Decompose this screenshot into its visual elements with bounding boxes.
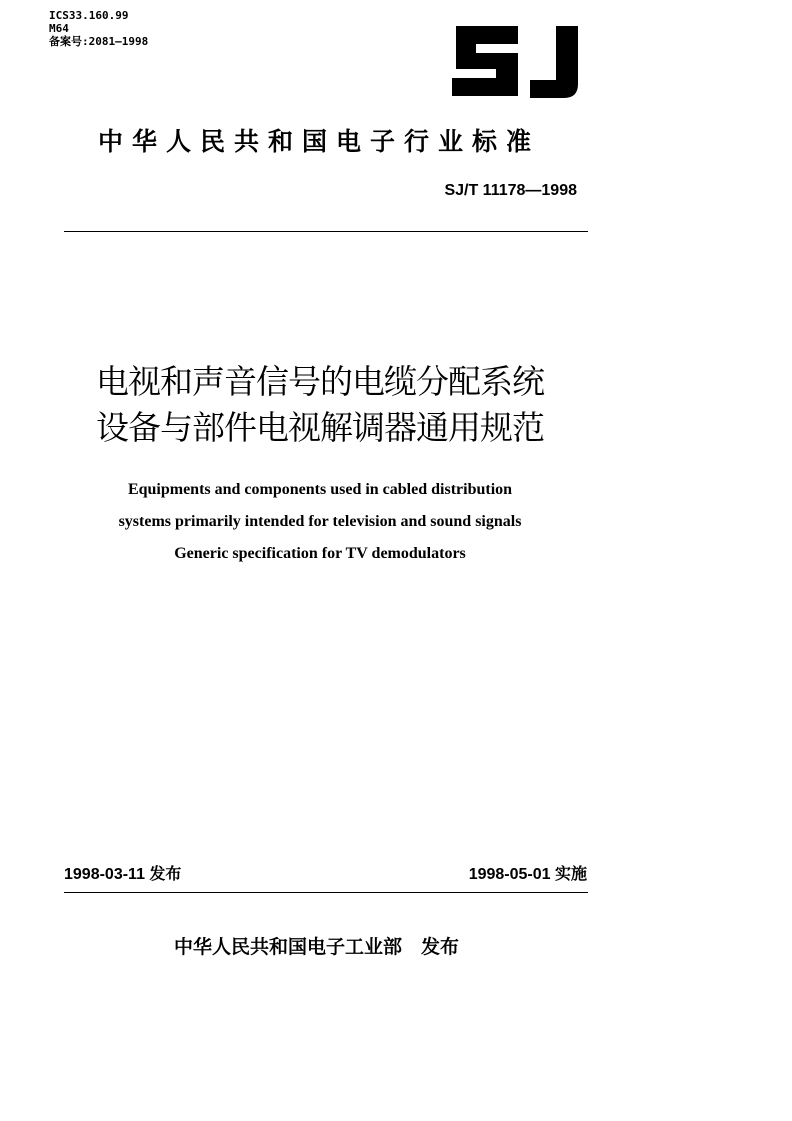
title-zh-line-1: 电视和声音信号的电缆分配系统: [96, 362, 544, 401]
publisher: 中华人民共和国电子工业部 发布: [174, 936, 460, 958]
implementation-date: 1998-05-01 实施: [468, 866, 587, 883]
title-en-line-2: systems primarily intended for television and sound signals: [118, 513, 522, 530]
standard-number: SJ/T 11178—1998: [444, 182, 577, 199]
bottom-divider: [64, 892, 588, 893]
title-zh-line-2: 设备与部件电视解调器通用规范: [96, 408, 544, 447]
industry-standard-title: 中华人民共和国电子行业标准: [98, 127, 541, 156]
top-divider: [64, 231, 588, 232]
title-en-line-3: Generic specification for TV demodulators: [174, 545, 466, 562]
sj-logo: [448, 22, 582, 100]
ics-code: ICS33.160.99: [49, 9, 129, 22]
registration-number: 备案号:2081—1998: [49, 35, 149, 48]
issue-date: 1998-03-11 发布: [64, 866, 182, 883]
category-code: M64: [49, 22, 69, 35]
title-en-line-1: Equipments and components used in cabled distribution: [127, 481, 513, 498]
